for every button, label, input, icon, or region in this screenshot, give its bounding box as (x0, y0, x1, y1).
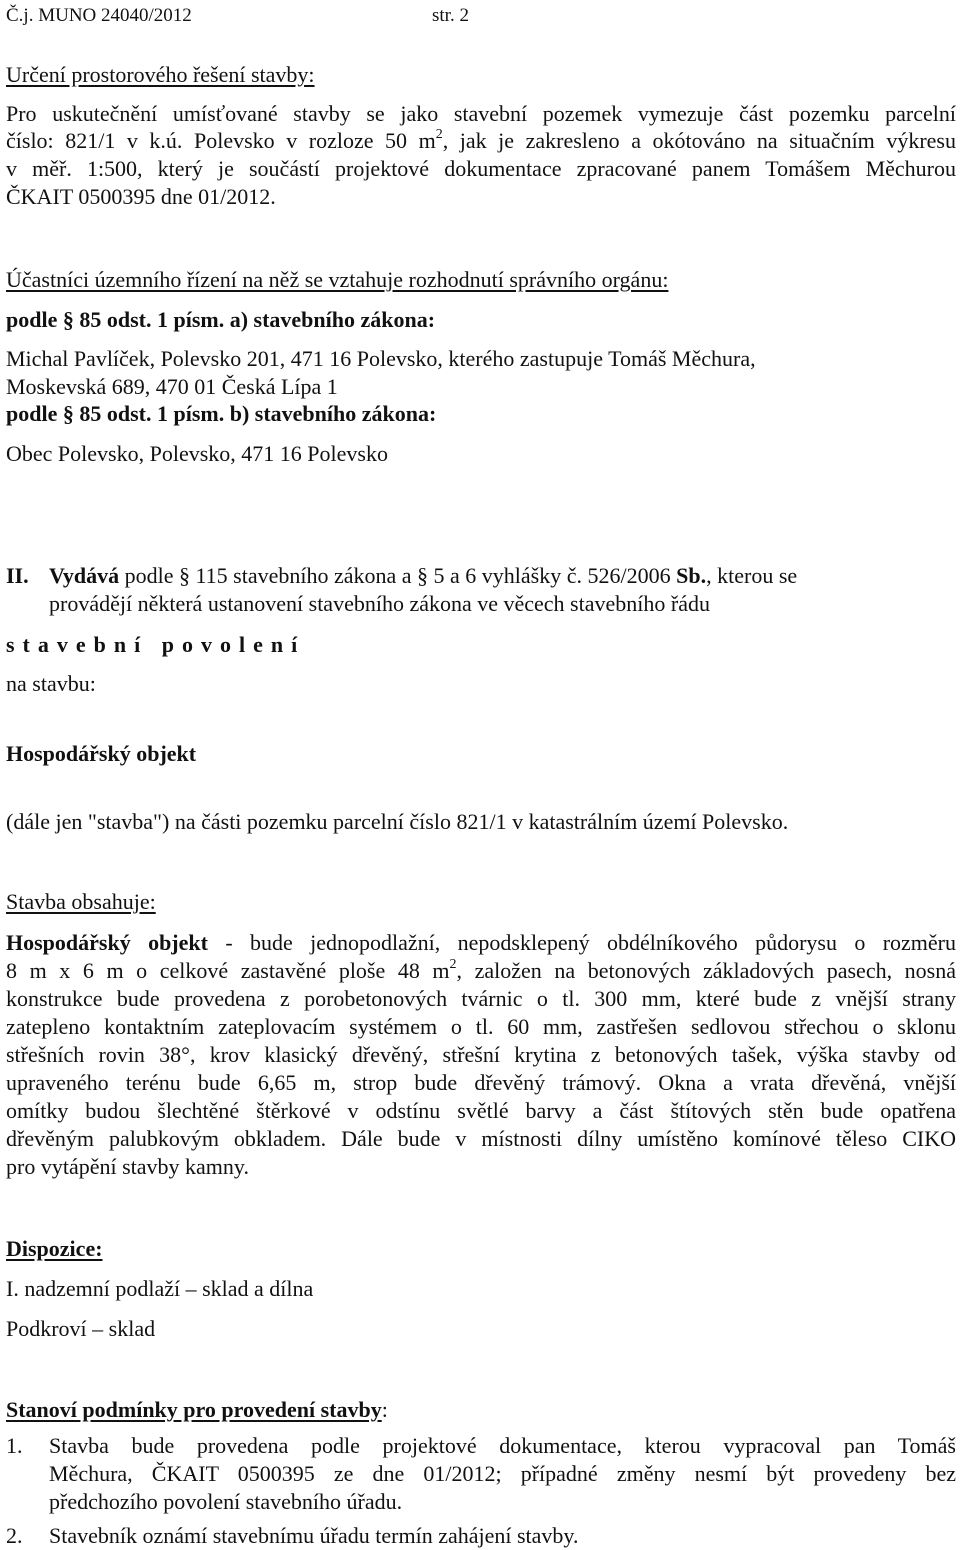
heading-podminky: Stanoví podmínky pro provedení stavby: (6, 1397, 388, 1422)
prostor-line-4: ČKAIT 0500395 dne 01/2012. (6, 184, 276, 209)
heading-dispozice: Dispozice: (6, 1236, 103, 1261)
condition-1-number: 1. (6, 1433, 23, 1458)
condition-1-line-1: Stavba bude provedena podle projektové dokumentace, kterou vypracoval pan Tomáš (49, 1433, 956, 1458)
condition-1-line-2: Měchura, ČKAIT 0500395 ze dne 01/2012; případné změny nesmí být provedeny bez (49, 1461, 956, 1486)
dale-jen-line: (dále jen "stavba") na části pozemku parcelní číslo 821/1 v katastrálním území Polevsko. (6, 809, 789, 834)
obsah-line-8: dřevěným palubkovým obkladem. Dále bude v místnosti dílny umístěno komínové těleso CIKO (6, 1126, 956, 1151)
doc-reference: Č.j. MUNO 24040/2012 (6, 5, 192, 26)
obsah-line-5: střešních rovin 38°, krov klasický dřevěný, střešní krytina z betonových tašek, výška stavby od (6, 1042, 956, 1067)
heading-ucastnici: Účastníci územního řízení na něž se vztahuje rozhodnutí správního orgánu: (6, 267, 669, 292)
dispozice-line-2: Podkroví – sklad (6, 1316, 156, 1341)
page-number: str. 2 (432, 5, 469, 26)
obsah-line-9: pro vytápění stavby kamny. (6, 1154, 249, 1179)
vydava-line-2: provádějí některá ustanovení stavebního zákona ve věcech stavebního řádu (49, 591, 710, 616)
obsah-line-4: zatepleno kontaktním zateplovacím systémem o tl. 60 mm, zastřešen sedlovou střechou o sklonu (6, 1014, 956, 1039)
section-number: II. (6, 563, 29, 588)
ucastnici-a-label: podle § 85 odst. 1 písm. a) stavebního zákona: (6, 307, 436, 332)
prostor-line-3: v měř. 1:500, který je součástí projektové dokumentace zpracované panem Tomášem Měchurou (6, 156, 956, 181)
obsah-line-3: konstrukce bude provedena z porobetonových tvárnic o tl. 300 mm, které bude z vnější strany (6, 986, 956, 1011)
dispozice-line-1: I. nadzemní podlaží – sklad a dílna (6, 1276, 314, 1301)
heading-obsah: Stavba obsahuje: (6, 889, 156, 914)
condition-2-line-1: Stavebník oznámí stavebnímu úřadu termín zahájení stavby. (49, 1523, 579, 1548)
ucastnici-a-line-2: Moskevská 689, 470 01 Česká Lípa 1 (6, 374, 338, 399)
obsah-line-7: omítky budou šlechtěné štěrkové v odstínu světlé barvy a část štítových stěn bude opatřena (6, 1098, 956, 1123)
object-title: Hospodářský objekt (6, 741, 197, 766)
obsah-line-2: 8 m x 6 m o celkové zastavěné ploše 48 $m^2$, založen na betonových základových pasech, nosná (6, 956, 956, 983)
vydava-line-1: Vydává podle § 115 stavebního zákona a § 5 a 6 vyhlášky č. 526/2006 Sb., kterou se (49, 563, 798, 588)
stavebni-povoleni-title: stavební povolení (6, 632, 306, 657)
ucastnici-b-line-1: Obec Polevsko, Polevsko, 471 16 Polevsko (6, 441, 388, 466)
condition-1-line-3: předchozího povolení stavebního úřadu. (49, 1489, 403, 1514)
condition-2-number: 2. (6, 1523, 23, 1548)
heading-prostor: Určení prostorového řešení stavby: (6, 62, 315, 87)
ucastnici-b-label: podle § 85 odst. 1 písm. b) stavebního zákona: (6, 401, 437, 426)
prostor-line-1: Pro uskutečnění umísťované stavby se jako stavební pozemek vymezuje část pozemku parcelní (6, 101, 956, 126)
ucastnici-a-line-1: Michal Pavlíček, Polevsko 201, 471 16 Polevsko, kterého zastupuje Tomáš Měchura, (6, 346, 756, 371)
na-stavbu-label: na stavbu: (6, 671, 96, 696)
obsah-line-6: upraveného terénu bude 6,65 m, strop bude dřevěný trámový. Okna a vrata dřevěná, vnější (6, 1070, 956, 1095)
obsah-line-1: Hospodářský objekt - bude jednopodlažní, nepodsklepený obdélníkového půdorysu o rozměru (6, 930, 957, 955)
prostor-line-2: číslo: 821/1 v k.ú. Polevsko v rozloze 50 $m^2$, jak je zakresleno a okótováno na situačním výkresu (6, 126, 956, 153)
